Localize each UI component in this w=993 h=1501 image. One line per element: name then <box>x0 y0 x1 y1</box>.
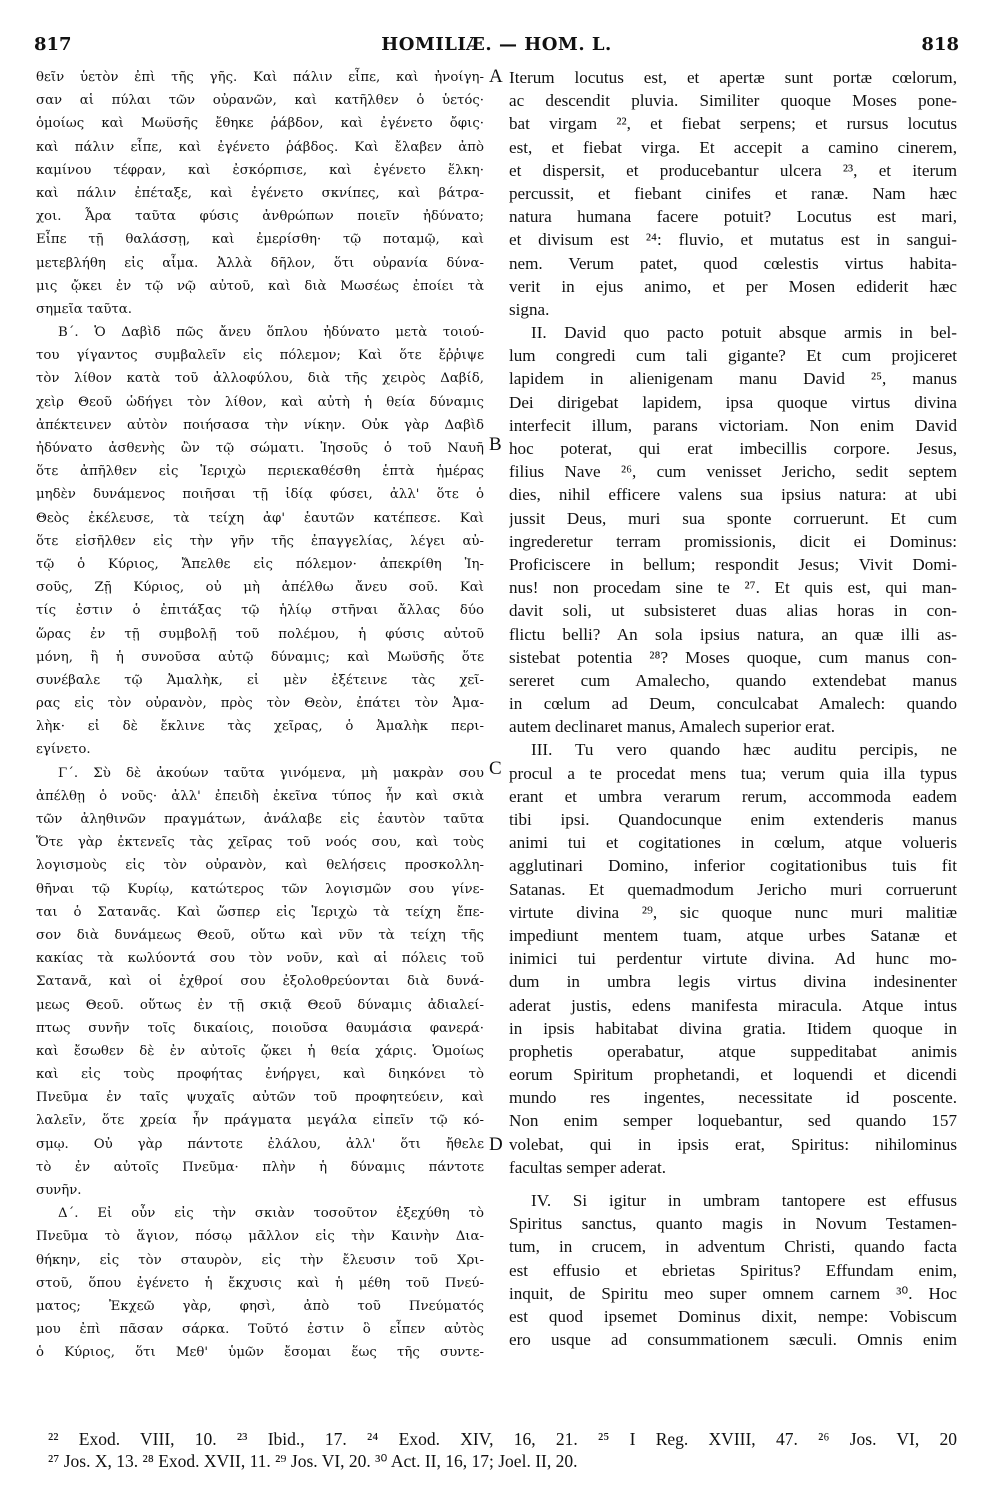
greek-line: μεως Θεοῦ. οὕτως ἐν τῇ σκιᾷ Θεοῦ δύναμις ἀδιαλεί- <box>36 997 484 1013</box>
greek-line: ἠδύνατο ἀσθενὴς ὢν τῷ σώματι. Ἰησοῦς ὁ τοῦ Ναυῆ <box>36 441 484 456</box>
latin-line: est effusio et ebrietas Spiritus? Effundam enim, <box>509 1260 957 1280</box>
latin-line: animi tui et cogitationes in cœlum, atque volueris <box>509 833 957 853</box>
latin-line: Non enim semper loquebantur, sed quando 157 <box>509 1111 957 1131</box>
latin-line: inquit, de Spiritu meo super omnem carnem ³⁰. Hoc <box>509 1283 957 1303</box>
latin-line: prophetis operabatur, atque suppeditabat animis <box>509 1041 957 1061</box>
greek-line: ὁμοίως καὶ Μωϋσῆς ἔθηκε ῥάβδον, καὶ ἐγένετο ὄφις· <box>36 116 484 132</box>
greek-line: μόνη, ἢ ἡ συνοῦσα αὐτῷ δύναμις; καὶ Μωϋσῆς ὅτε <box>36 649 484 665</box>
running-header <box>34 34 959 58</box>
greek-line: μετεβλήθη εἰς αἷμα. Ἀλλὰ δῆλον, ὅτι οὐρανία δύνα- <box>36 255 484 271</box>
greek-line: Θεὸς ἐκέλευσε, τὰ τείχη ἀφ' ἑαυτῶν κατέπεσε. Καὶ <box>36 510 484 526</box>
latin-line: autem declinaret manus, Amalech superior erat. <box>509 717 836 737</box>
latin-line: ingrederetur terram promissionis, dicit ei Dominus: <box>509 531 957 551</box>
latin-line: dum in umbra legis virtus divina indesinenter <box>509 972 957 992</box>
latin-line: hoc poterat, qui erat imbecillis corpore. Jesus, <box>509 439 957 458</box>
latin-line: sereret cum Amalecho, quando extendebat manus <box>509 670 957 690</box>
latin-line: III. Tu vero quando hæc auditu percipis, ne <box>531 740 957 760</box>
greek-line: καὶ ἔσωθεν δὲ ἐν αὐτοῖς ᾤκει ἡ θεία χάρις. Ὁμοίως <box>36 1043 484 1059</box>
latin-line: est, et fiebat virga. Et accepit a camino cinerem, <box>509 137 957 157</box>
latin-line: natura humana facere potuit? Locutus est mari, <box>509 207 957 227</box>
greek-line: Πνεῦμα ἐν ταῖς ψυχαῖς αὐτῶν τοῦ προφητεύειν, καὶ <box>36 1090 484 1106</box>
latin-line: Spiritus sanctus, quanto magis in Novum Testamen- <box>509 1214 957 1234</box>
latin-line: lum congredi cum tali gigante? Et cum projiceret <box>509 346 957 366</box>
greek-line: του γίγαντος συμβαλεῖν εἰς πόλεμον; Καὶ ὅτε ἔῤῥιψε <box>36 348 484 364</box>
greek-line: σμῳ. Οὐ γὰρ πάντοτε ἐλάλου, ἀλλ' ὅτι ἤθελε <box>36 1136 484 1152</box>
greek-line: ὥρας ἐν τῇ συμβολῇ τοῦ πολέμου, ἡ φύσις αὐτοῦ <box>36 626 484 642</box>
section-marker-b: B <box>489 434 502 455</box>
latin-line: II. David quo pacto potuit absque armis in bel- <box>531 323 957 343</box>
greek-line: ται ὁ Σατανᾶς. Καὶ ὥσπερ εἰς Ἱεριχὼ τὰ τείχη ἔπε- <box>36 904 484 920</box>
latin-line: aderat justis, edens manifesta miracula. Atque intus <box>509 995 957 1015</box>
greek-line: συνέβαλε τῷ Ἀμαλὴκ, εἰ μὲν ἐξέτεινε τὰς χεῖ- <box>36 672 484 688</box>
latin-line: davit soli, ut subsisteret duas alias horas in con- <box>509 601 957 621</box>
greek-line: ἀπέκτεινεν αὐτὸν ποιήσασα τὴν νίκην. Οὐκ γὰρ Δαβὶδ <box>36 417 484 433</box>
latin-line: tibi ipsi. Quandocunque enim extenderis manus <box>509 810 957 829</box>
greek-line: μις ᾤκει ἐν τῷ νῷ αὐτοῦ, καὶ διὰ Μωσέως ἐποίει τὰ <box>36 278 484 294</box>
latin-line: facultas semper aderat. <box>509 1157 667 1177</box>
running-title: HOMILIÆ. — HOM. L. <box>381 34 612 55</box>
latin-line: bat virgam ²², et fiebat serpens; et rursus locutus <box>509 114 957 134</box>
section-marker-d: D <box>489 1134 503 1155</box>
greek-line: τίς ἐστιν ὁ ἐπιτάξας τῷ ἡλίῳ στῆναι ἄλλας δύο <box>36 603 484 619</box>
latin-line: volebat, qui in ipsis erat, Spiritus: nihilominus <box>509 1134 957 1154</box>
greek-line: θῆναι τῷ Κυρίῳ, κατώτερος τῶν λογισμῶν σου γίνε- <box>36 881 484 897</box>
greek-line: ρας εἰς τὸν οὐρανὸν, πρὸς τὸν Θεὸν, ἐπάτει τὸν Ἀμα- <box>36 696 484 712</box>
greek-line: καὶ εἰς τοὺς προφήτας ἐνήργει, καὶ διηκόνει τὸ <box>36 1067 484 1083</box>
latin-line: ac descendit pluvia. Similiter quoque Moses pone- <box>509 91 957 111</box>
latin-line: inimici tui perdentur virtute divina. Ad hunc mo- <box>509 949 957 969</box>
greek-line: μηδὲν δυνάμενος ποιῆσαι τῇ ἰδίᾳ φύσει, ἀλλ' ὅτε ὁ <box>36 487 484 503</box>
greek-line: ὁ Κύριος, ὅτι Μεθ' ὑμῶν ἔσομαι ἕως τῆς συντε- <box>36 1345 484 1361</box>
latin-line: in cœlum ad Deum, conculcabat Amalech: quando <box>509 694 957 714</box>
greek-line: καμίνου τέφραν, καὶ ἐσκόρπισε, καὶ ἐγένετο ἕλκη· <box>36 162 484 178</box>
greek-line: ἀπέλθῃ ὁ νοῦς· ἀλλ' ἐπειδὴ ἐκεῖνα τύπος ἦν καὶ σκιὰ <box>36 788 484 804</box>
greek-line: ὅτε ἀπῆλθεν εἰς Ἱεριχὼ περιεκαθέσθη ἑπτὰ ἡμέρας <box>36 464 484 480</box>
latin-line: filius Nave ²⁶, cum venisset Jericho, sedit septem <box>509 462 957 482</box>
latin-line: Iterum locutus est, et apertæ sunt portæ cœlorum, <box>509 68 957 87</box>
greek-line: μου ἐπὶ πᾶσαν σάρκα. Τοῦτό ἐστιν ὃ εἶπεν αὐτὸς <box>36 1322 484 1338</box>
greek-line: στοῦ, ὅπου ἐγένετο ἡ ἔκχυσις καὶ ἡ μέθη τοῦ Πνεύ- <box>36 1275 484 1291</box>
latin-line: verit in ejus animo, et per Mosen ediderit hæc <box>509 276 957 296</box>
latin-line: sistebat potentia ²⁸? Moses quoque, cum manus con- <box>509 647 957 667</box>
page-number-right: 818 <box>921 34 959 55</box>
greek-line: Γ΄. Σὺ δὲ ἀκούων ταῦτα γινόμενα, μὴ μακρὰν σου <box>58 765 484 781</box>
greek-line: σοῦς, Ζῇ Κύριος, οὐ μὴ ἀπέλθω ἄνευ σοῦ. Καὶ <box>36 580 484 596</box>
latin-line: IV. Si igitur in umbram tantopere est effusus <box>531 1191 957 1210</box>
greek-line: χοι. Ἆρα ταῦτα φύσις ἀνθρώπων ποιεῖν ἠδύνατο; <box>36 209 484 225</box>
latin-line: tum, in crucem, in adventum Christi, quando facta <box>509 1237 957 1257</box>
greek-line: καὶ πάλιν εἶπε, καὶ ἐγένετο ῥάβδος. Καὶ ἔλαβεν ἀπὸ <box>36 139 484 155</box>
latin-line: eorum Spiritum prophetandi, et loquendi et dicendi <box>509 1065 957 1085</box>
latin-line: ero usque ad consummationem sæculi. Omnis enim <box>509 1330 957 1350</box>
footnote-line: ²⁷ Jos. X, 13. ²⁸ Exod. XVII, 11. ²⁹ Jos. VI, 20. ³⁰ Act. II, 16, 17; Joel. II, 20. <box>48 1451 578 1471</box>
greek-line: λὴκ· εἰ δὲ ἔκλινε τὰς χεῖρας, ὁ Ἀμαλὴκ περι- <box>36 719 484 735</box>
greek-line: ὅτε εἰσῆλθεν εἰς τὴν γῆν τῆς ἐπαγγελίας, λέγει αὐ- <box>36 533 484 549</box>
greek-line: τὸ ἐν αὐτοῖς Πνεῦμα· πλὴν ἡ δύναμις πάντοτε <box>36 1159 484 1175</box>
latin-line: nus! non procedam sine te ²⁷. Et quis est, qui man- <box>509 578 957 598</box>
greek-line: εγίνετο. <box>36 742 91 758</box>
latin-line: mundo res ingentes, necessitate id poscente. <box>509 1088 957 1108</box>
greek-line: σον διὰ δυνάμεως Θεοῦ, οὕτω καὶ νῦν τὰ τείχη τῆς <box>36 927 484 943</box>
footnote-line: ²² Exod. VIII, 10. ²³ Ibid., 17. ²⁴ Exod. XIV, 16, 21. ²⁵ I Reg. XVIII, 47. ²⁶ Jos. VI, 20 <box>48 1429 957 1449</box>
latin-column <box>509 66 957 1351</box>
section-marker-a: A <box>489 66 503 87</box>
greek-line: Δ΄. Εἰ οὖν εἰς τὴν σκιὰν τοσοῦτον ἐξεχύθη τὸ <box>58 1206 484 1222</box>
greek-line: Σατανᾶ, καὶ οἱ ἐχθροί σου ἐξολοθρεύονται διὰ δυνά- <box>36 974 484 990</box>
greek-line: συνῆν. <box>36 1183 82 1198</box>
latin-line: agglutinari Domino, inferior cogitationibus tuis fit <box>509 856 957 876</box>
greek-line: τῷ ὁ Κύριος, Ἄπελθε εἰς πόλεμον· ἀπεκρίθη Ἰη- <box>36 556 484 572</box>
latin-line: Dei dirigebat lapidem, ipsa quoque virtus divina <box>509 392 957 412</box>
latin-line: nem. Verum patet, quod cœlestis virtus habita- <box>509 253 957 273</box>
latin-line: Satanas. Et quemadmodum Jericho muri corruerunt <box>509 879 957 899</box>
latin-line: est quod ipsemet Dominus dixit, nempe: Vobiscum <box>509 1306 957 1326</box>
latin-line: et dispersit, et producebantur ulcera ²³, et iterum <box>509 160 957 180</box>
latin-line: lapidem in alienigenam manu David ²⁵, manus <box>509 369 957 389</box>
greek-column <box>36 66 484 1365</box>
latin-line: et divisum est ²⁴: fluvio, et mutatus est in sangui- <box>509 230 957 250</box>
greek-line: τῶν ἀληθινῶν πραγμάτων, ἀνάλαβε εἰς ἑαυτὸν ταῦτα <box>36 812 484 827</box>
greek-line: Εἶπε τῇ θαλάσσῃ, καὶ ἐμερίσθη· τῷ ποταμῷ, καὶ <box>36 232 484 248</box>
latin-line: in ipsis habitabat divina gratia. Itidem quoque in <box>509 1018 957 1038</box>
latin-line: interfecit illum, parans victoriam. Non enim David <box>509 415 957 435</box>
greek-line: ματος; Ἐκχεῶ γὰρ, φησὶ, ἀπὸ τοῦ Πνεύματός <box>36 1298 484 1314</box>
latin-line: virtute divina ²⁹, sic quoque nunc muri malitiæ <box>509 902 957 922</box>
greek-line: τὸν λίθον κατὰ τοῦ ἀλλοφύλου, διὰ τῆς χειρὸς Δαβίδ, <box>36 371 484 387</box>
greek-line: καὶ πάλιν ἐπέταξε, καὶ ἐγένετο σκνίπες, καὶ βάτρα- <box>36 185 484 201</box>
latin-line: signa. <box>509 299 550 319</box>
greek-line: θήκην, εἰς τὸν σταυρὸν, εἰς τὴν ἔλευσιν τοῦ Χρι- <box>36 1252 484 1268</box>
latin-line: percussit, et fiebant cinifes et ranæ. Nam hæc <box>509 183 957 203</box>
greek-line: χεὶρ Θεοῦ ὡδήγει τὸν λίθον, καὶ αὐτὴ ἡ θεία δύναμις <box>36 394 484 410</box>
latin-line: procul a te procedat mens tua; verum quia illa typus <box>509 763 957 783</box>
latin-line: impediunt mentem tuam, atque urbes Satanæ et <box>509 925 957 945</box>
greek-line: θεῖν ὑετὸν ἐπὶ τῆς γῆς. Καὶ πάλιν εἶπε, καὶ ἠνοίγη- <box>36 70 484 85</box>
greek-line: Β΄. Ὁ Δαβὶδ πῶς ἄνευ ὅπλου ἠδύνατο μετὰ τοιού- <box>58 325 484 341</box>
latin-line: jussit Deus, muri sua sponte corruerunt. Et cum <box>509 508 957 528</box>
latin-line: flictu belli? An sola ipsius natura, an quæ illi as- <box>509 624 957 644</box>
greek-line: λαλεῖν, ὅτε χρεία ἦν πράγματα μεγάλα εἰπεῖν τῷ κό- <box>36 1113 484 1129</box>
footnotes <box>48 1428 957 1472</box>
greek-line: κακίας τὰ κωλύοντά σου τὸν νοῦν, καὶ αἱ πόλεις τοῦ <box>36 951 484 967</box>
greek-line: λογισμοὺς εἰς τὸν οὐρανὸν, καὶ θελήσεις προσκολλη- <box>36 858 484 874</box>
latin-line: Proficiscere in bellum; respondit Jesus; Vivit Domi- <box>509 554 957 574</box>
greek-line: Πνεῦμα τὸ ἅγιον, πόσῳ μᾶλλον εἰς τὴν Καινὴν Δια- <box>36 1229 484 1245</box>
section-marker-c: C <box>489 758 502 779</box>
greek-line: σημεῖα ταῦτα. <box>36 301 132 317</box>
greek-line: σαν αἱ πύλαι τῶν οὐρανῶν, καὶ κατῆλθεν ὁ ὑετός· <box>36 93 484 109</box>
latin-line: dies, nihil efficere valens sua ipsius natura: at ubi <box>509 485 957 505</box>
greek-line: πτως συνῆν τοῖς δικαίοις, ποιοῦσα θαυμάσια φανερά· <box>36 1020 484 1036</box>
page-number-left: 817 <box>34 34 72 55</box>
greek-line: Ὅτε γὰρ ἐκτενεῖς τὰς χεῖρας τοῦ νοός σου, καὶ τοὺς <box>36 835 484 851</box>
latin-line: erant et umbra verarum rerum, accommoda eadem <box>509 786 957 806</box>
